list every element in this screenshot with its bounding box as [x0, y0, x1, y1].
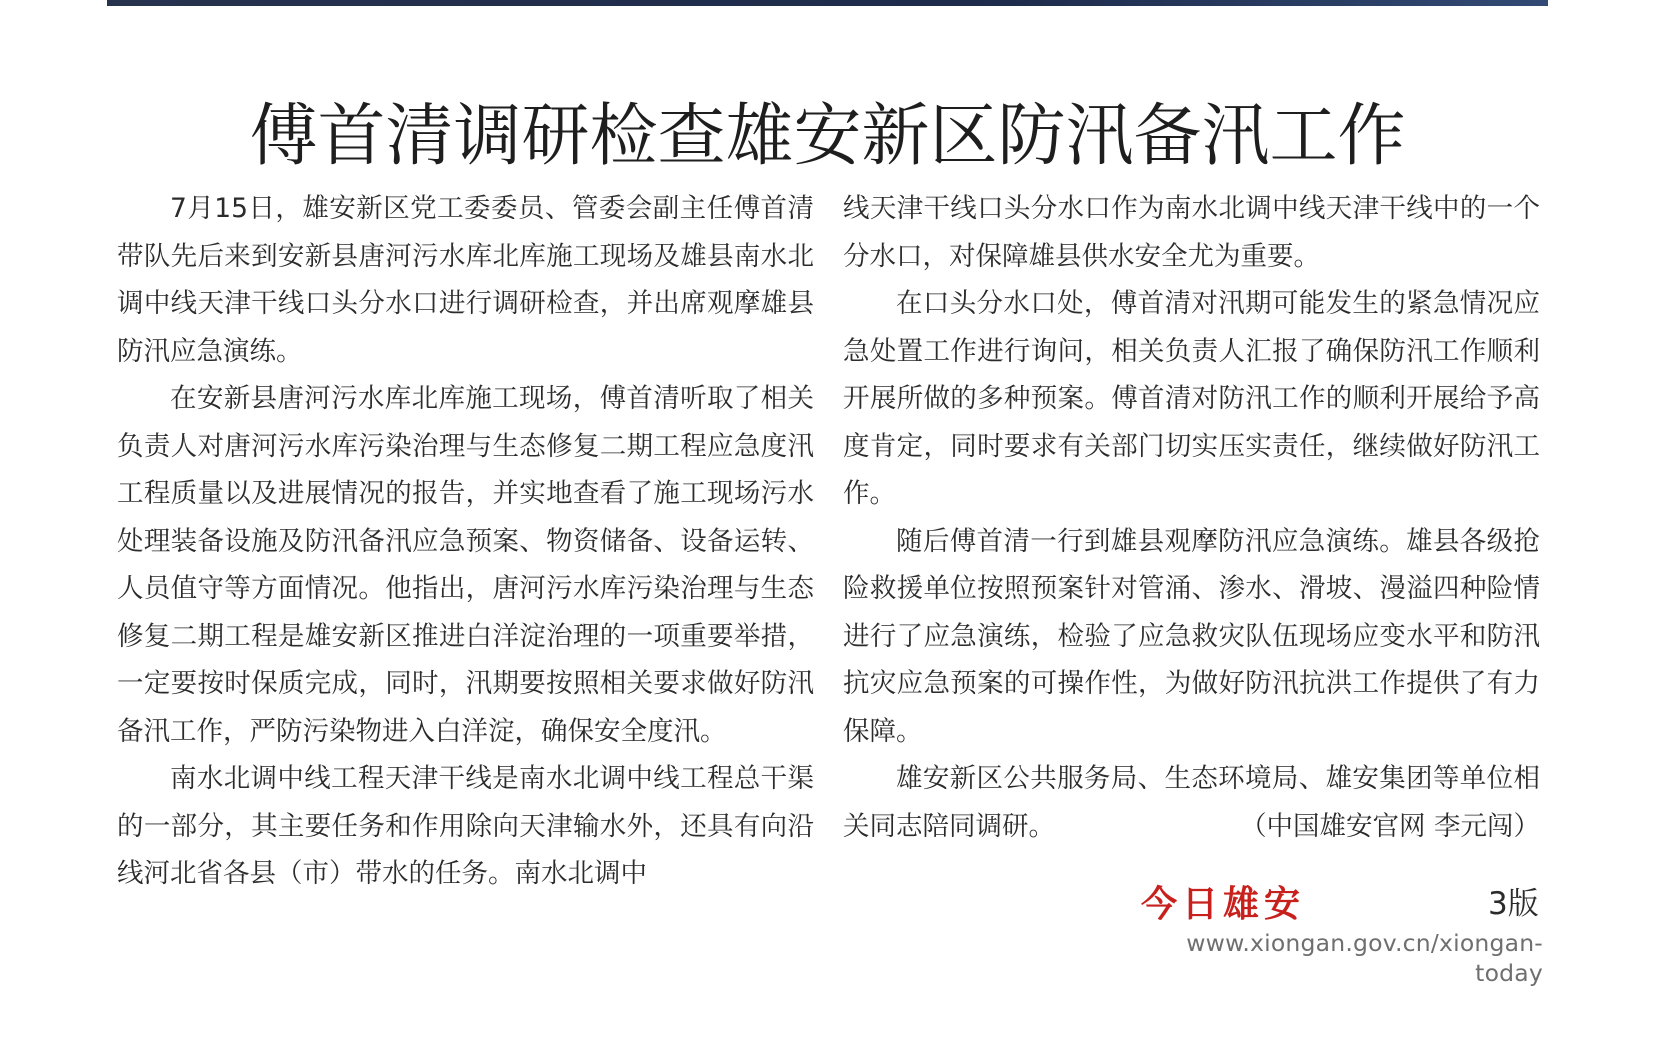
paragraph: 在安新县唐河污水库北库施工现场，傅首清听取了相关负责人对唐河污水库污染治理与生态修复二期工程应急度汛工程质量以及进展情况的报告，并实地查看了施工现场污水处理装备设施及防汛备汛应急预案、物资储备、设备运转、人员值守等方面情况。他指出，唐河污水库污染治理与生态修复二期工程是雄安新区推进白洋淀治理的一项重要举措，一定要按时保质完成，同时，汛期要按照相关要求做好防汛备汛工作，严防污染物进入白洋淀，确保安全度汛。 — [117, 383, 814, 747]
article-column-right — [843, 185, 1540, 850]
paragraph: 7月15日，雄安新区党工委委员、管委会副主任傅首清带队先后来到安新县唐河污水库北库施工现场及雄县南水北调中线天津干线口头分水口进行调研检查，并出席观摩雄县防汛应急演练。 — [117, 193, 814, 367]
paragraph: 南水北调中线工程天津干线是南水北调中线工程总干渠的一部分，其主要任务和作用除向天津输水外，还具有向沿线河北省各县（市）带水的任务。南水北调中 — [117, 763, 814, 889]
paragraph: 随后傅首清一行到雄县观摩防汛应急演练。雄县各级抢险救援单位按照预案针对管涌、渗水、滑坡、漫溢四种险情进行了应急演练，检验了应急救灾队伍现场应变水平和防汛抗灾应急预案的可操作性，为做好防汛抗洪工作提供了有力保障。 — [843, 525, 1540, 747]
top-accent-bar — [107, 0, 1548, 6]
newspaper-logo: 今日雄安 — [1141, 883, 1306, 925]
article-column-left — [117, 185, 814, 898]
paragraph-closing — [843, 755, 1540, 850]
article-headline: 傅首清调研检查雄安新区防汛备汛工作 — [249, 96, 1406, 176]
author-credit: （中国雄安官网 李元闯） — [1240, 810, 1540, 842]
paragraph: 在口头分水口处，傅首清对汛期可能发生的紧急情况应急处置工作进行询问，相关负责人汇报了确保防汛工作顺利开展所做的多种预案。傅首清对防汛工作的顺利开展给予高度肯定，同时要求有关部门切实压实责任，继续做好防汛工作。 — [843, 288, 1540, 509]
paragraph-continuation: 线天津干线口头分水口作为南水北调中线天津干线中的一个分水口，对保障雄县供水安全尤为重要。 — [843, 193, 1540, 272]
source-url[interactable]: www.xiongan.gov.cn/xiongan-today — [1186, 929, 1543, 987]
paragraph-closing-text: 雄安新区公共服务局、生态环境局、雄安集团等单位相关同志陪同调研。 — [843, 763, 1540, 842]
page-number: 3版 — [1488, 886, 1539, 922]
